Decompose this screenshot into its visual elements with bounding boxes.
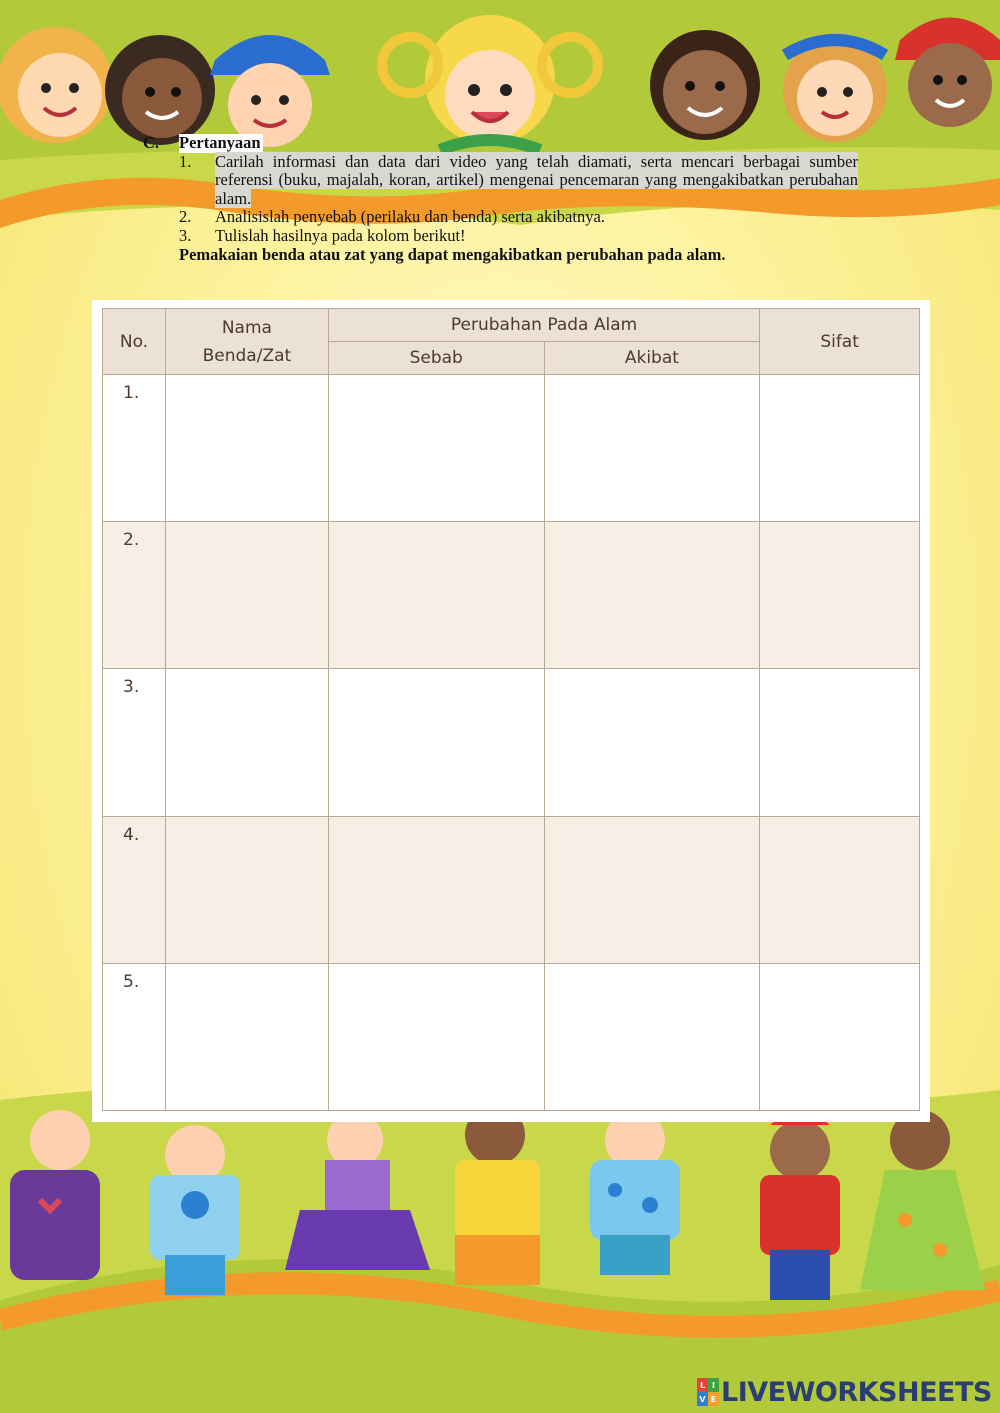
table-title: Pemakaian benda atau zat yang dapat mengakibatkan perubahan pada alam.	[179, 245, 726, 264]
question-text: Analisislah penyebab (perilaku dan benda) serta akibatnya.	[215, 207, 605, 226]
sifat-input-cell[interactable]	[760, 522, 920, 669]
akibat-input-cell[interactable]	[544, 816, 760, 963]
sebab-input-cell[interactable]	[328, 816, 544, 963]
sifat-input-cell[interactable]	[760, 669, 920, 816]
akibat-input-cell[interactable]	[544, 522, 760, 669]
akibat-input-cell[interactable]	[544, 375, 760, 522]
question-item	[143, 153, 858, 209]
row-number: 5.	[103, 963, 166, 1110]
question-number: 1.	[179, 151, 192, 171]
question-number: 2.	[179, 207, 192, 226]
row-number: 4.	[103, 816, 166, 963]
section-letter: C.	[143, 133, 160, 152]
nama-input-cell[interactable]	[165, 522, 328, 669]
kid-face-5-icon	[650, 30, 760, 140]
header-no: No.	[103, 309, 166, 375]
sifat-input-cell[interactable]	[760, 816, 920, 963]
sifat-input-cell[interactable]	[760, 963, 920, 1110]
table-panel	[92, 300, 930, 1122]
questions-section	[143, 134, 858, 265]
liveworksheets-logo-icon	[697, 1378, 719, 1406]
akibat-input-cell[interactable]	[544, 669, 760, 816]
header-sifat: Sifat	[760, 309, 920, 375]
question-text: Tulislah hasilnya pada kolom berikut!	[215, 225, 466, 245]
logo-letter: V	[697, 1392, 708, 1406]
section-heading	[143, 134, 858, 153]
table-row	[103, 522, 920, 669]
table-row	[103, 669, 920, 816]
nama-input-cell[interactable]	[165, 963, 328, 1110]
kid-face-6-icon	[783, 38, 887, 142]
header-akibat: Akibat	[544, 342, 760, 375]
header-sebab: Sebab	[328, 342, 544, 375]
question-item	[143, 227, 858, 246]
table-row	[103, 816, 920, 963]
header-perubahan: Perubahan Pada Alam	[328, 309, 759, 342]
nama-input-cell[interactable]	[165, 816, 328, 963]
question-number: 3.	[179, 225, 192, 245]
watermark-text: LIVEWORKSHEETS	[721, 1376, 992, 1408]
sebab-input-cell[interactable]	[328, 963, 544, 1110]
row-number: 3.	[103, 669, 166, 816]
header-nama-benda: Nama Benda/Zat	[165, 309, 328, 375]
row-number: 2.	[103, 522, 166, 669]
question-text: Carilah informasi dan data dari video yang telah diamati, serta mencari berbagai sumber referensi (buku, majalah, koran, artikel) mengenai pencemaran yang mengakibatkan perubahan alam.	[215, 151, 858, 208]
table-row	[103, 375, 920, 522]
section-title: Pertanyaan	[179, 133, 261, 152]
nama-input-cell[interactable]	[165, 669, 328, 816]
row-number: 1.	[103, 375, 166, 522]
kid-face-1-icon	[0, 27, 113, 143]
answer-table	[102, 308, 920, 1111]
nama-input-cell[interactable]	[165, 375, 328, 522]
logo-letter: L	[697, 1378, 708, 1392]
sebab-input-cell[interactable]	[328, 669, 544, 816]
akibat-input-cell[interactable]	[544, 963, 760, 1110]
table-row	[103, 963, 920, 1110]
dancing-kid-6-icon	[760, 1113, 840, 1301]
logo-letter: I	[708, 1378, 719, 1392]
kid-face-2-icon	[105, 35, 215, 145]
question-item	[143, 208, 858, 227]
sebab-input-cell[interactable]	[328, 375, 544, 522]
sifat-input-cell[interactable]	[760, 375, 920, 522]
logo-letter: E	[708, 1392, 719, 1406]
sebab-input-cell[interactable]	[328, 522, 544, 669]
liveworksheets-watermark	[697, 1374, 992, 1410]
